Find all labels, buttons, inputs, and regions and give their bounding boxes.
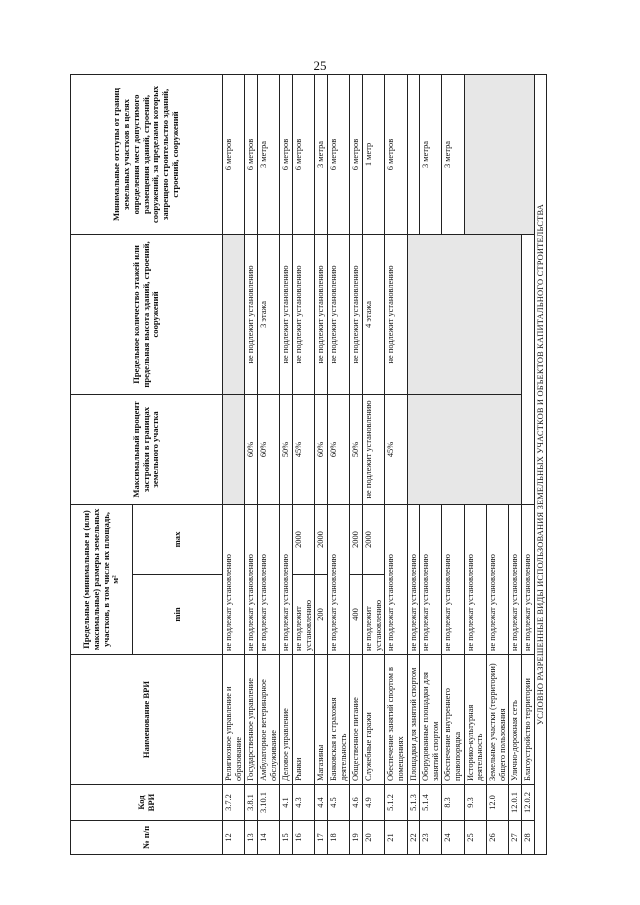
row-floors: не подлежит установлению <box>292 234 314 394</box>
section-footer-title: УСЛОВНО РАЗРЕШЕННЫЕ ВИДЫ ИСПОЛЬЗОВАНИЯ ЗЕМЕЛЬНЫХ УЧАСТКОВ И ОБЪЕКТОВ КАПИТАЛЬНОГО СТРОИТЕЛЬСТВА <box>534 74 547 854</box>
row-area: не подлежат установлению <box>487 504 509 654</box>
row-code: 4.1 <box>280 785 293 821</box>
row-floors <box>223 234 245 394</box>
row-name: Государственное управление <box>245 655 258 785</box>
row-name: Рынки <box>292 655 314 785</box>
row-floors-merged <box>407 234 522 394</box>
table-row <box>362 74 384 854</box>
row-setback <box>407 74 420 234</box>
row-area: не подлежат установлению <box>509 504 522 654</box>
row-code: 8.3 <box>442 785 464 821</box>
table-row <box>223 74 245 854</box>
row-setback: 3 метра <box>442 74 464 234</box>
row-floors: 4 этажа <box>362 234 384 394</box>
row-area: не подлежат установлению <box>407 504 420 654</box>
row-area: не подлежат установлению <box>420 504 442 654</box>
table-row <box>407 74 420 854</box>
row-setback: 6 метров <box>350 74 363 234</box>
row-coverage <box>223 394 245 504</box>
header-coverage: Максимальный процент застройки в границах земельного участка <box>71 394 223 504</box>
row-setback: 3 метра <box>257 74 279 234</box>
row-code: 12.0.1 <box>509 785 522 821</box>
row-min: 400 <box>350 575 363 655</box>
row-floors: 3 этажа <box>257 234 279 394</box>
row-setback: 6 метров <box>223 74 245 234</box>
row-coverage: 60% <box>245 394 258 504</box>
row-min: не подлежит установлению <box>362 575 384 655</box>
row-coverage: 50% <box>280 394 293 504</box>
row-setback: 1 метр <box>362 74 384 234</box>
row-setback: 6 метров <box>280 74 293 234</box>
row-num: 14 <box>257 821 279 855</box>
header-min: min <box>133 575 223 655</box>
row-num: 15 <box>280 821 293 855</box>
table-row <box>385 74 407 854</box>
row-floors: не подлежит установлению <box>385 234 407 394</box>
row-coverage: 50% <box>350 394 363 504</box>
row-name: Религиозное управление и образование <box>223 655 245 785</box>
header-max: max <box>133 504 223 574</box>
page-number: 25 <box>313 58 327 73</box>
row-num: 16 <box>292 821 314 855</box>
row-area: не подлежат установлению <box>257 504 279 654</box>
row-setback-merged <box>464 74 534 234</box>
row-name: Благоустройство территории <box>522 655 535 785</box>
row-name: Магазины <box>315 655 328 785</box>
row-coverage: 60% <box>327 394 349 504</box>
row-code: 4.6 <box>350 785 363 821</box>
row-area: не подлежат установлению <box>464 504 486 654</box>
row-area: не подлежат установлению <box>245 504 258 654</box>
row-code: 9.3 <box>464 785 486 821</box>
row-code: 5.1.3 <box>407 785 420 821</box>
row-code: 5.1.4 <box>420 785 442 821</box>
row-name: Площадки для занятий спортом <box>407 655 420 785</box>
table-row <box>280 74 293 854</box>
table-row <box>534 74 547 854</box>
row-num: 28 <box>522 821 535 855</box>
row-name: Улично-дорожная сеть <box>509 655 522 785</box>
header-setbacks: Минимальные отступы от границ земельных участков в целях определения мест допустимого размещения зданий, строений, сооружений, за пределами которых запрещено строительство зданий, строений, сооружений <box>71 74 223 234</box>
row-num: 13 <box>245 821 258 855</box>
row-area: не подлежат установлению <box>385 504 407 654</box>
row-area: не подлежат установлению <box>280 504 293 654</box>
row-name: Служебные гаражи <box>362 655 384 785</box>
row-min: не подлежит установлению <box>292 575 314 655</box>
row-num: 22 <box>407 821 420 855</box>
row-num: 17 <box>315 821 328 855</box>
table-row <box>327 74 349 854</box>
row-name: Историко-культурная деятельность <box>464 655 486 785</box>
row-coverage: 45% <box>385 394 407 504</box>
row-floors: не подлежит установлению <box>327 234 349 394</box>
row-max: 2000 <box>362 504 384 574</box>
row-name: Обеспечение занятий спортом в помещениях <box>385 655 407 785</box>
table-row <box>257 74 279 854</box>
row-code: 4.9 <box>362 785 384 821</box>
row-num: 18 <box>327 821 349 855</box>
row-num: 24 <box>442 821 464 855</box>
row-num: 12 <box>223 821 245 855</box>
row-code: 12.0 <box>487 785 509 821</box>
table-row <box>245 74 258 854</box>
row-area: не подлежат установлению <box>522 504 535 654</box>
row-code: 3.7.2 <box>223 785 245 821</box>
row-max: 2000 <box>315 504 328 574</box>
row-code: 4.4 <box>315 785 328 821</box>
row-coverage-merged <box>407 394 522 504</box>
row-code: 5.1.2 <box>385 785 407 821</box>
row-name: Оборудованные площадки для занятий спортом <box>420 655 442 785</box>
row-num: 27 <box>509 821 522 855</box>
zoning-regulations-table <box>70 74 547 855</box>
row-coverage: 60% <box>315 394 328 504</box>
header-floors: Предельное количество этажей или предельная высота зданий, строений, сооружений <box>71 234 223 394</box>
row-code: 3.8.1 <box>245 785 258 821</box>
row-setback: 6 метров <box>327 74 349 234</box>
row-code: 4.5 <box>327 785 349 821</box>
row-coverage: не подлежит установлению <box>362 394 384 504</box>
row-coverage: 60% <box>257 394 279 504</box>
row-code: 4.3 <box>292 785 314 821</box>
row-setback: 6 метров <box>292 74 314 234</box>
row-max: 2000 <box>292 504 314 574</box>
row-num: 20 <box>362 821 384 855</box>
row-num: 23 <box>420 821 442 855</box>
row-floors: не подлежит установлению <box>350 234 363 394</box>
header-name: Наименование ВРИ <box>71 655 223 785</box>
row-coverage: 45% <box>292 394 314 504</box>
row-floors: не подлежит установлению <box>280 234 293 394</box>
rotated-table-container <box>70 75 570 855</box>
row-floors: не подлежит установлению <box>245 234 258 394</box>
row-min: 200 <box>315 575 328 655</box>
header-area-group: Предельные (минимальные и (или) максимальные) размеры земельных участков, в том числе их площадь, м² <box>71 504 133 654</box>
row-code: 12.0.2 <box>522 785 535 821</box>
row-name: Обеспечение внутреннего правопорядка <box>442 655 464 785</box>
row-code: 3.10.1 <box>257 785 279 821</box>
row-area: не подлежат установлению <box>327 504 349 654</box>
row-name: Земельные участки (территории) общего пользования <box>487 655 509 785</box>
row-num: 26 <box>487 821 509 855</box>
row-max: 2000 <box>350 504 363 574</box>
table-row <box>315 74 328 854</box>
row-num: 25 <box>464 821 486 855</box>
row-num: 21 <box>385 821 407 855</box>
row-name: Деловое управление <box>280 655 293 785</box>
row-setback: 3 метра <box>420 74 442 234</box>
row-setback: 3 метра <box>315 74 328 234</box>
row-area: не подлежат установлению <box>442 504 464 654</box>
row-name: Общественное питание <box>350 655 363 785</box>
row-setback: 6 метров <box>385 74 407 234</box>
table-row <box>292 74 314 854</box>
row-floors: не подлежит установлению <box>315 234 328 394</box>
row-name: Амбулаторное ветеринарное обслуживание <box>257 655 279 785</box>
table-row <box>350 74 363 854</box>
row-area: не подлежат установлению <box>223 504 245 654</box>
header-code: Код ВРИ <box>71 785 223 821</box>
header-num: № п/п <box>71 821 223 855</box>
row-num: 19 <box>350 821 363 855</box>
row-name: Банковская и страховая деятельность <box>327 655 349 785</box>
row-setback: 6 метров <box>245 74 258 234</box>
